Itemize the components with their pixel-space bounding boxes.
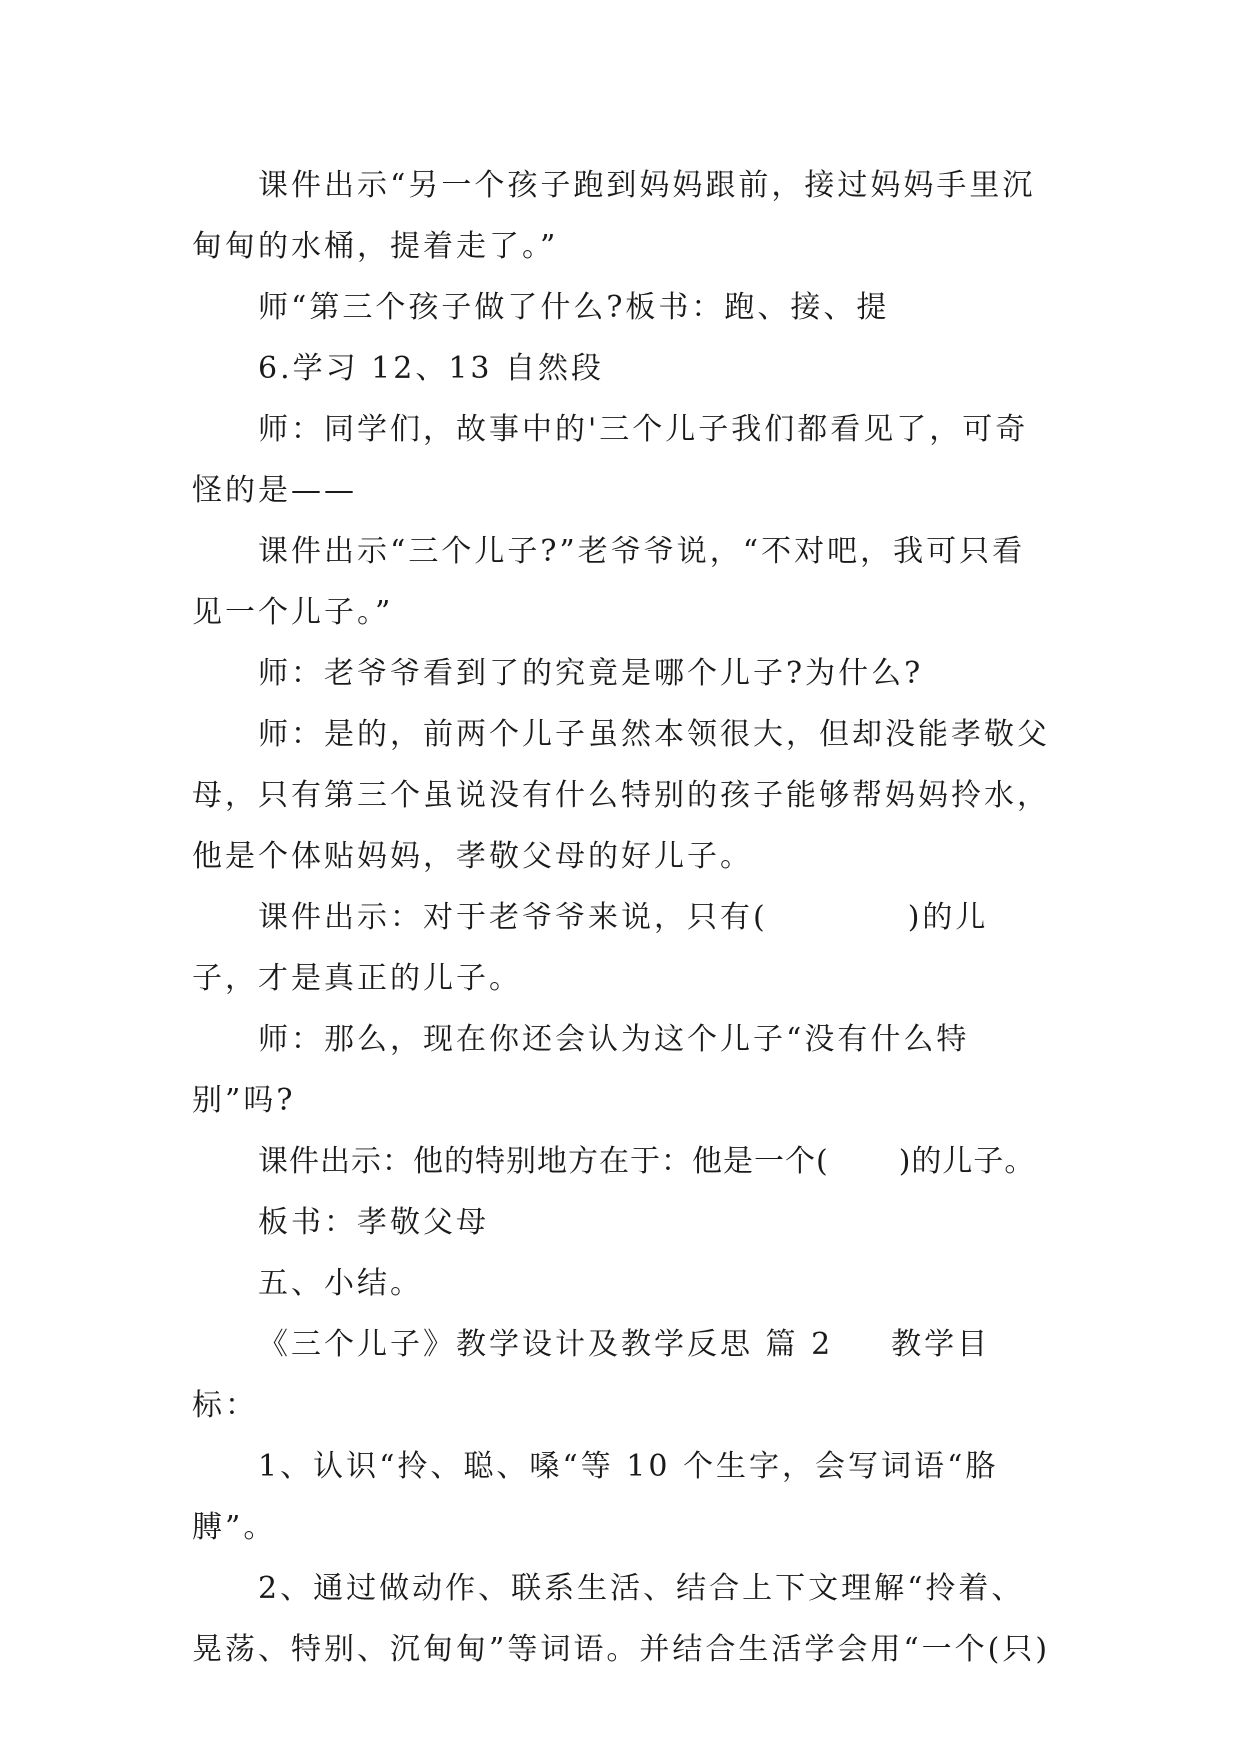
fill-blank-suffix: )的儿子，才是真正的儿子。 xyxy=(192,900,989,996)
paragraph-14: 1、认识“拎、聪、嗓“等 10 个生字，会写词语“胳膊”。 xyxy=(192,1449,999,1545)
section-title: 《三个儿子》教学设计及教学反思 篇 2 xyxy=(258,1327,834,1362)
fill-blank-prefix: 课件出示：对于老爷爷来说，只有( xyxy=(258,900,768,935)
paragraph-7: 师：是的，前两个儿子虽然本领很大，但却没能孝敬父母，只有第三个虽说没有什么特别的孩子能够帮妈妈拎水，他是个体贴妈妈，孝敬父母的好儿子。 xyxy=(192,717,1050,874)
paragraph-5: 课件出示“三个儿子?”老爷爷说，“不对吧，我可只看见一个儿子。” xyxy=(192,534,1026,630)
paragraph-4: 师：同学们，故事中的'三个儿子我们都看见了，可奇怪的是—— xyxy=(192,412,1029,508)
objectives-label: 教学目标： xyxy=(192,1327,991,1423)
paragraph-3: 6.学习 12、13 自然段 xyxy=(258,351,605,386)
paragraph-8 xyxy=(192,887,1054,1009)
paragraph-10 xyxy=(192,1131,1054,1192)
paragraph-6: 师：老爷爷看到了的究竟是哪个儿子?为什么? xyxy=(258,656,924,691)
document-body xyxy=(192,155,1054,1680)
paragraph-12: 五、小结。 xyxy=(258,1266,423,1301)
special-suffix: )的儿子。 xyxy=(898,1144,1036,1179)
paragraph-11: 板书：孝敬父母 xyxy=(258,1205,489,1240)
paragraph-1: 课件出示“另一个孩子跑到妈妈跟前，接过妈妈手里沉甸甸的水桶，提着走了。” xyxy=(192,168,1036,264)
paragraph-2: 师“第三个孩子做了什么?板书：跑、接、提 xyxy=(258,290,890,325)
special-prefix: 课件出示：他的特别地方在于：他是一个( xyxy=(258,1144,829,1179)
paragraph-13 xyxy=(192,1314,1054,1436)
paragraph-15: 2、通过做动作、联系生活、结合上下文理解“拎着、晃荡、特别、沉甸甸”等词语。并结合生活学会用“一个(只) xyxy=(192,1571,1051,1667)
paragraph-9: 师：那么，现在你还会认为这个儿子“没有什么特别”吗? xyxy=(192,1022,970,1118)
